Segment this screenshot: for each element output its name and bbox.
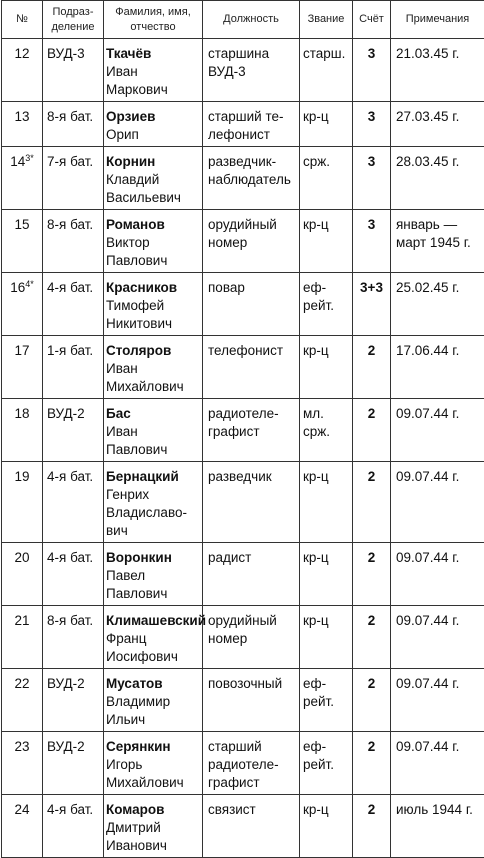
row-surname: Корнин (106, 153, 202, 171)
row-full-name: Красников Тимофей Никитович (104, 273, 203, 336)
row-rank: еф- рейт. (300, 669, 353, 732)
row-number: 24 (2, 795, 43, 858)
table-row (2, 399, 484, 462)
row-number: 12 (2, 39, 43, 102)
row-full-name: Серянкин Игорь Михайлович (104, 732, 203, 795)
awards-table (1, 0, 484, 858)
row-position: старший те- лефонист (203, 102, 300, 147)
row-surname: Воронкин (106, 549, 202, 567)
row-surname: Бас (106, 405, 202, 423)
row-position: старший радиотеле- графист (203, 732, 300, 795)
header-row (2, 1, 484, 39)
row-unit: ВУД-2 (43, 732, 104, 795)
row-surname: Комаров (106, 801, 202, 819)
row-note: 28.03.45 г. (391, 147, 484, 210)
row-full-name: Бернацкий Генрих Владиславо- вич (104, 462, 203, 543)
row-rank: старш. (300, 39, 353, 102)
row-number: $16^{4*}$ (2, 273, 43, 336)
row-score: 2 (353, 336, 391, 399)
row-full-name: Климашевский Франц Иосифович (104, 606, 203, 669)
row-number: 20 (2, 543, 43, 606)
table-row (2, 102, 484, 147)
row-full-name: Бас Иван Павлович (104, 399, 203, 462)
row-rank: кр-ц (300, 102, 353, 147)
row-position: связист (203, 795, 300, 858)
row-unit: 4-я бат. (43, 795, 104, 858)
table-row (2, 210, 484, 273)
row-score: 3 (353, 102, 391, 147)
row-position: повозочный (203, 669, 300, 732)
row-score: 3 (353, 147, 391, 210)
row-note: 09.07.44 г. (391, 606, 484, 669)
row-note: 27.03.45 г. (391, 102, 484, 147)
row-score: 2 (353, 795, 391, 858)
row-unit: 1-я бат. (43, 336, 104, 399)
row-number: 23 (2, 732, 43, 795)
row-score: 2 (353, 543, 391, 606)
row-rank: еф- рейт. (300, 273, 353, 336)
row-full-name: Романов Виктор Павлович (104, 210, 203, 273)
row-score: 3+3 (353, 273, 391, 336)
row-note: июль 1944 г. (391, 795, 484, 858)
row-surname: Красников (106, 279, 202, 297)
row-number: 13 (2, 102, 43, 147)
row-full-name: Орзиев Орип (104, 102, 203, 147)
footnote-marker: 4* (25, 279, 34, 289)
row-score: 3 (353, 39, 391, 102)
row-surname: Бернацкий (106, 468, 202, 486)
row-unit: 4-я бат. (43, 543, 104, 606)
row-full-name: Комаров Дмитрий Иванович (104, 795, 203, 858)
row-score: 3 (353, 210, 391, 273)
table-row (2, 543, 484, 606)
row-rank: кр-ц (300, 543, 353, 606)
row-surname: Орзиев (106, 108, 202, 126)
row-unit: 4-я бат. (43, 273, 104, 336)
row-unit: ВУД-3 (43, 39, 104, 102)
row-note: 25.02.45 г. (391, 273, 484, 336)
row-rank: кр-ц (300, 210, 353, 273)
row-surname: Столяров (106, 342, 202, 360)
row-number: 19 (2, 462, 43, 543)
row-position: повар (203, 273, 300, 336)
row-note: 09.07.44 г. (391, 669, 484, 732)
row-unit: ВУД-2 (43, 669, 104, 732)
row-rank: кр-ц (300, 336, 353, 399)
row-rank: срж. (300, 147, 353, 210)
row-note: 21.03.45 г. (391, 39, 484, 102)
header-notes: Примечания (391, 1, 484, 39)
table-row (2, 336, 484, 399)
row-rank: мл. срж. (300, 399, 353, 462)
row-unit: 7-я бат. (43, 147, 104, 210)
table-row (2, 39, 484, 102)
table-row (2, 273, 484, 336)
row-note: 09.07.44 г. (391, 732, 484, 795)
row-rank: кр-ц (300, 795, 353, 858)
row-full-name: Мусатов Владимир Ильич (104, 669, 203, 732)
row-number: 21 (2, 606, 43, 669)
table-row (2, 462, 484, 543)
header-position: Должность (203, 1, 300, 39)
row-position: радист (203, 543, 300, 606)
row-full-name: Столяров Иван Михайлович (104, 336, 203, 399)
row-score: 2 (353, 399, 391, 462)
row-score: 2 (353, 462, 391, 543)
header-number: № (2, 1, 43, 39)
table-row (2, 606, 484, 669)
row-position: старшина ВУД-3 (203, 39, 300, 102)
row-number: $14^{3*}$ (2, 147, 43, 210)
row-note: 09.07.44 г. (391, 543, 484, 606)
row-rank: кр-ц (300, 462, 353, 543)
row-rank: еф- рейт. (300, 732, 353, 795)
row-number: 17 (2, 336, 43, 399)
table-row (2, 732, 484, 795)
row-note: 09.07.44 г. (391, 399, 484, 462)
row-surname: Ткачёв (106, 45, 202, 63)
row-surname: Романов (106, 216, 202, 234)
row-number: 22 (2, 669, 43, 732)
row-score: 2 (353, 606, 391, 669)
header-full-name: Фамилия, имя, отчество (104, 1, 203, 39)
header-rank: Звание (300, 1, 353, 39)
row-surname: Серянкин (106, 738, 202, 756)
row-position: орудийный номер (203, 606, 300, 669)
row-rank: кр-ц (300, 606, 353, 669)
footnote-marker: 3* (25, 153, 34, 163)
row-number: 18 (2, 399, 43, 462)
row-note: 09.07.44 г. (391, 462, 484, 543)
row-unit: 4-я бат. (43, 462, 104, 543)
row-position: радиотеле- графист (203, 399, 300, 462)
row-score: 2 (353, 669, 391, 732)
row-note: январь — март 1945 г. (391, 210, 484, 273)
row-position: телефонист (203, 336, 300, 399)
row-note: 17.06.44 г. (391, 336, 484, 399)
row-position: разведчик (203, 462, 300, 543)
row-score: 2 (353, 732, 391, 795)
row-unit: 8-я бат. (43, 210, 104, 273)
row-number: 15 (2, 210, 43, 273)
row-unit: 8-я бат. (43, 606, 104, 669)
row-full-name: Ткачёв Иван Маркович (104, 39, 203, 102)
row-full-name: Воронкин Павел Павлович (104, 543, 203, 606)
row-position: разведчик- наблюдатель (203, 147, 300, 210)
row-unit: 8-я бат. (43, 102, 104, 147)
row-position: орудийный номер (203, 210, 300, 273)
row-surname: Мусатов (106, 675, 202, 693)
header-score: Счёт (353, 1, 391, 39)
row-full-name: Корнин Клавдий Васильевич (104, 147, 203, 210)
row-surname: Климашевский (106, 612, 202, 630)
table-row (2, 147, 484, 210)
table-row (2, 669, 484, 732)
row-unit: ВУД-2 (43, 399, 104, 462)
header-unit: Подраз- деление (43, 1, 104, 39)
table-row (2, 795, 484, 858)
